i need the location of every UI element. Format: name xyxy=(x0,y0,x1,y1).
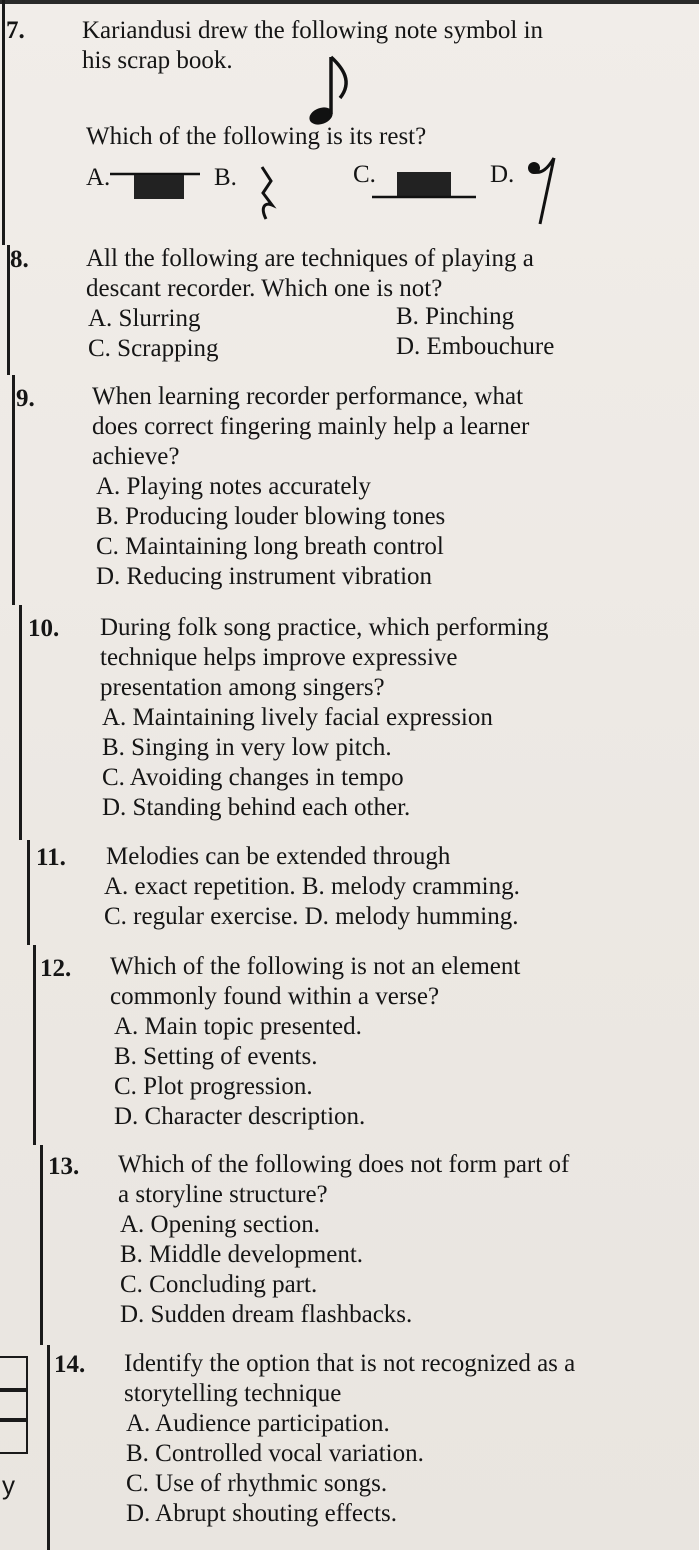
quarter-rest-icon xyxy=(256,165,278,223)
left-border-segment xyxy=(2,0,5,245)
option: A. Audience participation. xyxy=(126,1410,390,1437)
question-text xyxy=(86,244,534,304)
left-border-segment xyxy=(47,1345,50,1550)
question-number: 9. xyxy=(16,385,35,412)
question-number: 13. xyxy=(48,1153,80,1180)
option: B. Controlled vocal variation. xyxy=(126,1440,424,1467)
question-line: a storyline structure? xyxy=(118,1181,328,1208)
option: A. Playing notes accurately xyxy=(96,473,371,500)
option: C. Scrapping xyxy=(88,335,219,362)
question-number: 8. xyxy=(10,246,29,273)
option: B. Setting of events. xyxy=(114,1043,318,1070)
question-line: presentation among singers? xyxy=(100,674,385,701)
options xyxy=(126,1409,424,1529)
option: D. Embouchure xyxy=(396,333,555,360)
question-line: does correct fingering mainly help a learner xyxy=(92,413,530,440)
question-text xyxy=(92,382,529,472)
question-number: 14. xyxy=(54,1351,86,1378)
rest-option-a xyxy=(110,170,210,204)
margin-box xyxy=(0,1418,28,1454)
option: A. Maintaining lively facial expression xyxy=(102,704,493,731)
left-border-segment xyxy=(12,375,15,605)
question-line: achieve? xyxy=(92,443,180,470)
option-b-letter: B. xyxy=(214,164,237,191)
top-rule xyxy=(0,0,699,4)
left-border-segment xyxy=(40,1145,43,1345)
option: C. Avoiding changes in tempo xyxy=(102,764,404,791)
left-border-segment xyxy=(27,840,30,945)
question-number: 10. xyxy=(28,615,60,642)
question-line: When learning recorder performance, what xyxy=(92,383,524,410)
margin-box xyxy=(0,1388,28,1422)
eighth-rest-icon xyxy=(524,150,560,228)
option: B. Producing louder blowing tones xyxy=(96,503,446,530)
option: A. Slurring xyxy=(88,305,201,332)
question-text xyxy=(110,952,520,1012)
question-line: technique helps improve expressive xyxy=(100,644,458,671)
question-line: Identify the option that is not recognized as a xyxy=(124,1350,576,1377)
question-text xyxy=(100,613,549,703)
rest-option-c xyxy=(370,170,480,204)
question-text xyxy=(118,1150,569,1210)
question-text-2: Which of the following is its rest? xyxy=(86,123,427,150)
question-line: commonly found within a verse? xyxy=(110,983,440,1010)
question-line: Which of the following does not form part of xyxy=(118,1151,570,1178)
left-border-segment xyxy=(19,605,22,840)
left-border-segment xyxy=(33,945,36,1145)
option: A. Main topic presented. xyxy=(114,1013,362,1040)
options xyxy=(114,1012,365,1132)
question-number: 11. xyxy=(36,844,66,871)
margin-box xyxy=(0,1356,28,1392)
option: A. exact repetition. B. melody cramming. xyxy=(104,873,520,900)
question-line: his scrap book. xyxy=(82,47,233,74)
option-d-letter: D. xyxy=(490,161,515,188)
option: C. Use of rhythmic songs. xyxy=(126,1470,388,1497)
question-text xyxy=(124,1349,575,1409)
question-line: Melodies can be extended through xyxy=(106,843,451,870)
question-text xyxy=(106,842,450,872)
option: C. Concluding part. xyxy=(120,1271,318,1298)
option-a-letter: A. xyxy=(86,164,111,191)
margin-text: y xyxy=(2,1470,15,1500)
option: A. Opening section. xyxy=(120,1211,320,1238)
question-number: 7. xyxy=(6,17,25,44)
option: C. Plot progression. xyxy=(114,1073,313,1100)
option: B. Singing in very low pitch. xyxy=(102,734,392,761)
options xyxy=(120,1210,412,1330)
options xyxy=(102,703,493,823)
question-number: 12. xyxy=(40,955,72,982)
option: B. Pinching xyxy=(396,303,515,330)
option: C. regular exercise. D. melody humming. xyxy=(104,903,519,930)
question-line: Which of the following is not an element xyxy=(110,953,521,980)
option-c-letter: C. xyxy=(353,161,376,188)
question-line: Kariandusi drew the following note symbol in xyxy=(82,17,544,44)
options xyxy=(104,872,520,932)
option: D. Reducing instrument vibration xyxy=(96,563,433,590)
question-line: descant recorder. Which one is not? xyxy=(86,275,443,302)
options xyxy=(96,472,445,592)
option: D. Character description. xyxy=(114,1103,366,1130)
question-line: All the following are techniques of playing a xyxy=(86,245,534,272)
option: D. Abrupt shouting effects. xyxy=(126,1500,398,1527)
question-line: During folk song practice, which performing xyxy=(100,614,549,641)
question-line: storytelling technique xyxy=(124,1380,342,1407)
option: C. Maintaining long breath control xyxy=(96,533,444,560)
option: D. Sudden dream flashbacks. xyxy=(120,1301,413,1328)
option: B. Middle development. xyxy=(120,1241,364,1268)
option: D. Standing behind each other. xyxy=(102,794,411,821)
eighth-note-icon xyxy=(306,52,358,130)
